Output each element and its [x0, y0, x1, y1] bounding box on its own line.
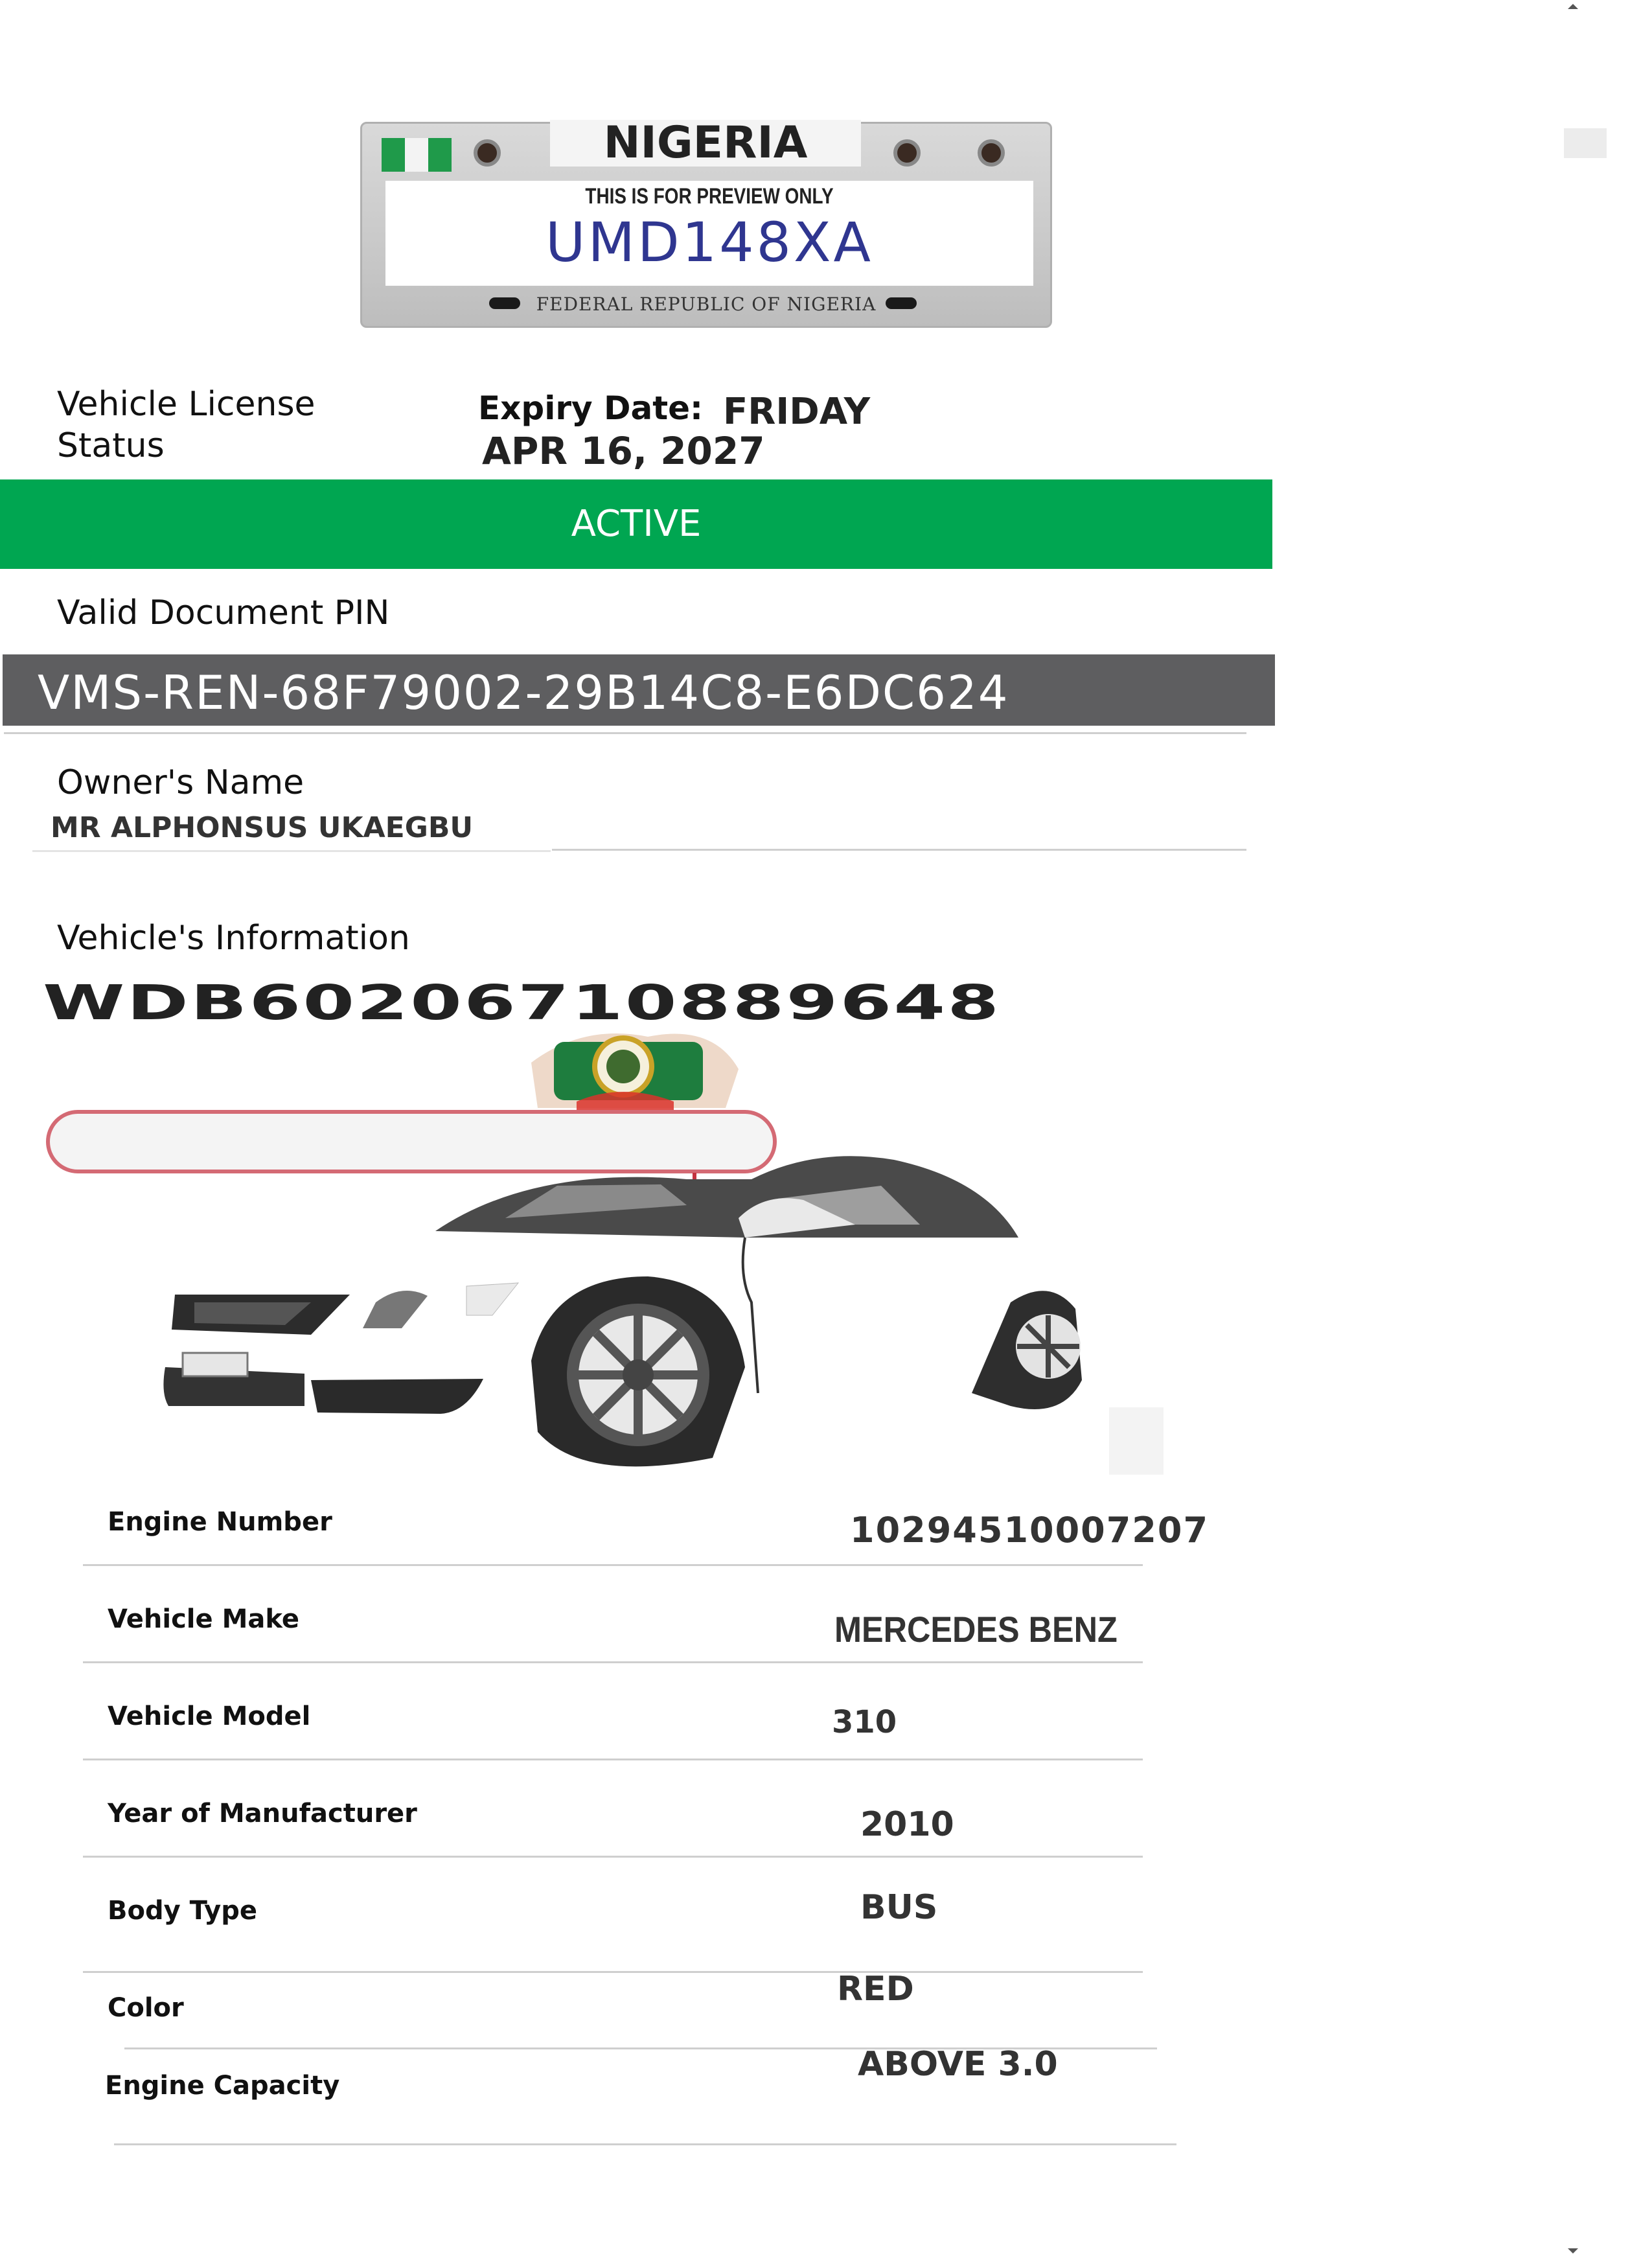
owner-name: MR ALPHONSUS UKAEGBU — [51, 811, 474, 844]
table-row-divider — [83, 1758, 1143, 1760]
detail-label-engine-capacity: Engine Capacity — [105, 2071, 340, 2101]
plate-preview-note: THIS IS FOR PREVIEW ONLY — [585, 184, 834, 209]
plate-center-panel — [385, 181, 1033, 286]
table-row-divider — [83, 1661, 1143, 1663]
plate-bolt-icon — [893, 139, 921, 167]
detail-label-vehicle-model: Vehicle Model — [108, 1701, 311, 1731]
owner-heading: Owner's Name — [57, 763, 304, 802]
scroll-down-arrow-icon[interactable] — [1560, 2244, 1586, 2257]
table-row-divider — [83, 1564, 1143, 1566]
plate-bolt-icon — [978, 139, 1005, 167]
divider — [4, 732, 1246, 734]
detail-label-vehicle-make: Vehicle Make — [108, 1604, 300, 1634]
detail-value-vehicle-make: MERCEDES BENZ — [834, 1609, 1118, 1650]
detail-value-engine-number: 10294510007207 — [850, 1510, 1210, 1551]
detail-label-engine-number: Engine Number — [108, 1507, 332, 1537]
detail-value-color: RED — [837, 1970, 914, 2009]
detail-value-vehicle-model: 310 — [832, 1704, 897, 1740]
detail-value-engine-capacity: ABOVE 3.0 — [858, 2045, 1058, 2084]
divider — [32, 850, 551, 852]
document-pin-value: VMS-REN-68F79002-29B14C8-E6DC624 — [3, 654, 1275, 726]
expiry-date: APR 16, 2027 — [482, 429, 765, 473]
scrollbar-thumb[interactable] — [1564, 128, 1607, 158]
table-row-divider — [83, 1971, 1143, 1973]
expiry-label: Expiry Date: — [478, 389, 704, 427]
plate-bolt-icon — [474, 139, 501, 167]
table-row-divider — [83, 1856, 1143, 1858]
license-status-heading: Vehicle License Status — [57, 385, 315, 465]
table-row-divider — [114, 2143, 1176, 2145]
expiry-day: FRIDAY — [723, 391, 871, 433]
plate-number: UMD148XA — [545, 211, 873, 274]
scroll-up-arrow-icon[interactable] — [1560, 0, 1586, 13]
car-illustration — [0, 1030, 1205, 1477]
pin-heading: Valid Document PIN — [57, 594, 390, 632]
vehicle-info-heading: Vehicle's Information — [57, 919, 410, 958]
license-status-badge: ACTIVE — [0, 479, 1272, 569]
divider — [552, 849, 1246, 851]
detail-value-body-type: BUS — [860, 1888, 938, 1927]
detail-value-year: 2010 — [860, 1805, 954, 1844]
nigeria-flag-icon — [382, 138, 459, 172]
detail-label-year: Year of Manufacturer — [108, 1799, 417, 1828]
plate-country: NIGERIA — [550, 120, 861, 167]
license-plate — [360, 117, 1052, 328]
detail-label-body-type: Body Type — [108, 1896, 257, 1926]
detail-label-color: Color — [108, 1993, 184, 2023]
plate-footer: FEDERAL REPUBLIC OF NIGERIA — [536, 294, 877, 315]
nigeria-coat-of-arms-icon — [531, 1033, 739, 1121]
vehicle-vin: WDB602067108896​48 — [43, 975, 1002, 1031]
